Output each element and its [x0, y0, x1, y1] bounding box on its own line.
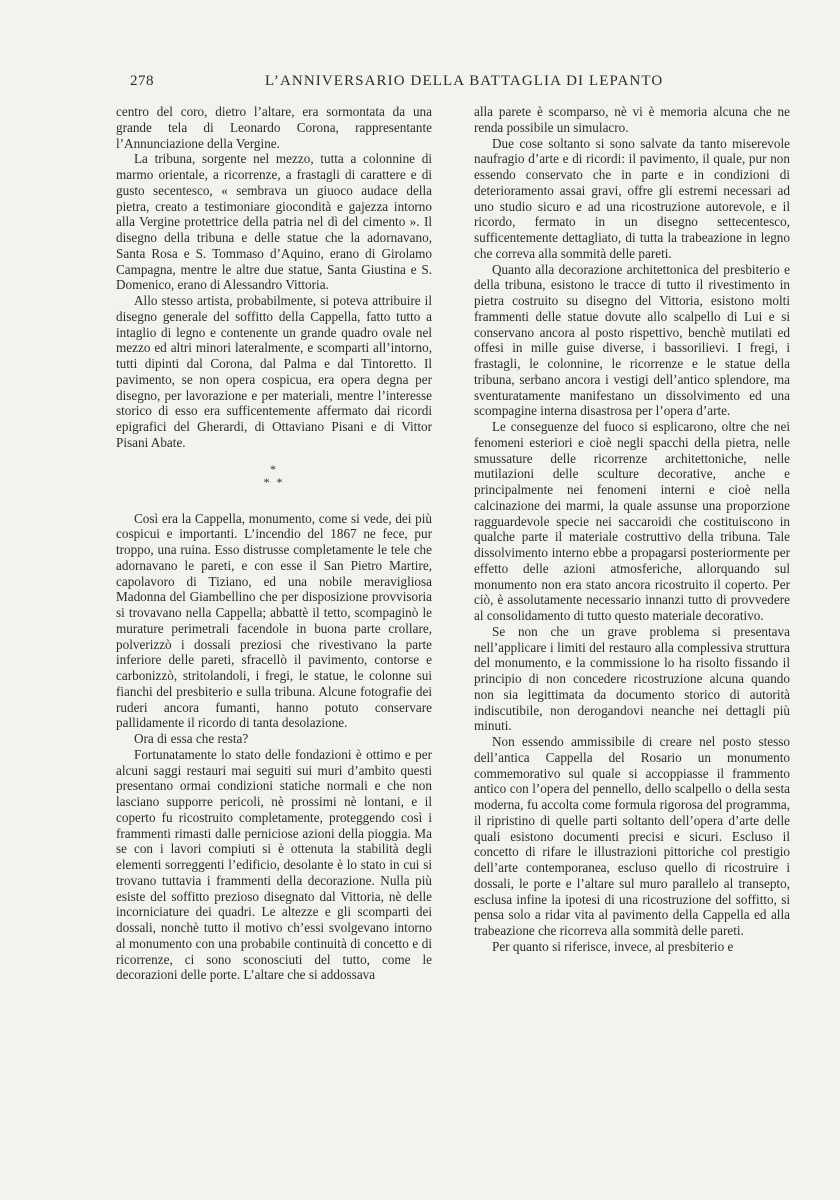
paragraph: La tribuna, sorgente nel mezzo, tutta a colonnine di marmo orientale, a ricorrenze, a frastagli di carattere e di gusto secentesco, « sembrava un giuoco audace della pietra, creato a testimoniare giocondità e gajezza intorno alla Vergine protettrice della patria nel dì del cimento ». Il disegno della tribuna e delle statue che la adornavano, Santa Rosa e S. Tommaso d’Aquino, erano di Girolamo Campagna, mentre le altre due statue, Santa Giustina e S. Domenico, erano di Alessandro Vittoria.: [116, 151, 432, 293]
paragraph: Fortunatamente lo stato delle fondazioni è ottimo e per alcuni saggi restauri mai seguiti sui muri d’ambito questi presentano ormai condizioni statiche normali e che non lasciano supporre pericoli, nè prossimi nè lontani, e il coperto fu ricostruito completamente, proteggendo così i frammenti rimasti dalle perniciose azioni della pioggia. Ma se con i lavori compiuti si è ottenuta la stabilità degli elementi sorreggenti l’edificio, desolante è lo stato in cui si trovano tuttavia i frammenti della decorazione. Nulla più esiste del soffitto prezioso disegnato dal Vittoria, nè delle incorniciature dei quadri. Le altezze e gli scomparti dei dossali, nonchè tutto il motivo ch’essi svolgevano intorno al monumento con una probabile continuità di concetto e di ricorrenze, ci sono sconosciuti del tutto, come le decorazioni delle porte. L’altare che si addossava: [116, 746, 432, 983]
separator-asterisks: * *: [263, 474, 285, 489]
running-title: L’ANNIVERSARIO DELLA BATTAGLIA DI LEPANTO: [265, 73, 664, 89]
paragraph: alla parete è scomparso, nè vi è memoria alcuna che ne renda possibile un simulacro.: [474, 104, 790, 135]
page-number: 278: [130, 73, 154, 89]
paragraph: centro del coro, dietro l’altare, era sormontata da una grande tela di Leonardo Corona, rappresentante l’Annunciazione della Vergine.: [116, 104, 432, 151]
page-header: [130, 73, 770, 93]
paragraph: Allo stesso artista, probabilmente, si poteva attribuire il disegno generale del soffitto della Cappella, fatto tutto a intaglio di legno e contenente un grande quadro ovale nel mezzo ed altri minori lateralmente, e scomparti all’intorno, tutti dipinti dal Corona, dal Palma e dal Tintoretto. Il pavimento, se non opera cospicua, era opera degna per disegno, per lavorazione e per materiali, mentre l’interesse storico di esso era sufficentemente affermato dai ricordi epigrafici del Gherardi, di Ottaviano Pisani e di Vittor Pisani Abate.: [116, 293, 432, 450]
paragraph: Le conseguenze del fuoco si esplicarono, oltre che nei fenomeni esteriori e cioè negli spacchi della pietra, nelle smussature delle ricorrenze architettoniche, nelle mutilazioni delle sculture decorative, anche e principalmente nei fenomeni interni e cioè nella calcinazione dei marmi, la quale assunse una proporzione ragguardevole specie nei saccaroidi che costituiscono in qualche parte il materiale costruttivo della tribuna. Tale dissolvimento interno ebbe a propagarsi posteriormente per effetto delle azioni atmosferiche, allorquando sul monumento non era stato ancora ricostruito il coperto. Per ciò, è assolutamente necessario innanzi tutto di provvedere al consolidamento di tutto questo materiale decorativo.: [474, 419, 790, 623]
paragraph: Quanto alla decorazione architettonica del presbiterio e della tribuna, esistono le tracce di tutto il rivestimento in pietra costruito su disegno del Vittoria, esistono molti frammenti delle statue dovute allo scalpello di Lui e si conservano ancora al posto rispettivo, benchè mutilati ed offesi in mille guise diverse, i bassorilievi. I fregi, i frastagli, le colonnine, le ricorrenze e le statue della tribuna, serbano ancora i vestigi dell’antico splendore, ma sventuratamente manifestano un dissolvimento ed una scompagine interna disastrosa per l’opera d’arte.: [474, 261, 790, 419]
paragraph: Ora di essa che resta?: [134, 731, 249, 746]
right-column: [474, 104, 790, 955]
paragraph: Due cose soltanto si sono salvate da tanto miserevole naufragio d’arte e di ricordi: il pavimento, il quale, pur non essendo conservato che in parte e in condizioni di deterioramento assai gravi, offre gli estremi necessari ad uno studio sicuro e ad una ricostruzione autorevole, e il ricordo, fermato in un disegno settecentesco, sufficentemente dettagliato, di tutta la trabeazione in legno che correva alla sommità delle pareti.: [474, 135, 790, 261]
section-separator: [116, 463, 432, 489]
left-column: [116, 104, 432, 983]
paragraph: Così era la Cappella, monumento, come si vede, dei più cospicui e importanti. L’incendio del 1867 ne fece, pur troppo, una ruina. Esso distrusse completamente le tele che adornavano le pareti, e con esse il San Pietro Martire, capolavoro di Tiziano, ed una nobile meravigliosa Madonna del Giambellino che per disposizione provvisoria si trovavano nella Cappella; abbattè il tetto, scompaginò le murature perimetrali facendole in buona parte crollare, polverizzò i dossali preziosi che rivestivano la parte inferiore delle pareti, sfracellò il pavimento, contorse e carbonizzò, stritolandoli, i fregi, le statue, le colonne sui fianchi del presbiterio e sulla tribuna. Alcune fotografie dei ruderi ancora fumanti, hanno potuto conservare pallidamente il ricordo di tanta desolazione.: [116, 510, 432, 731]
paragraph: Se non che un grave problema si presentava nell’applicare i limiti del restauro alla complessiva struttura del monumento, e la commissione lo ha risolto fissando il principio di non concedere ricostruzione alcuna quando non sia legittimata da documento storico di autorità indiscutibile, non derogandovi neanche nei dettagli più minuti.: [474, 623, 790, 734]
paragraph: Non essendo ammissibile di creare nel posto stesso dell’antica Cappella del Rosario un monumento commemorativo sul quale si accoppiasse il frammento antico con l’opera del pennello, dello scalpello o della sesta moderna, fu accolta come formula rigorosa del programma, il ripristino di quelle parti soltanto dell’opera d’arte delle quali esistono documenti precisi e sicuri. Escluso il concetto di rifare le illustrazioni pittoriche col prestigio dell’arte contemporanea, escluso quello di ricostruire i dossali, le porte e l’altare sul muro parallelo al transepto, esclusa infine la ipotesi di una ricostruzione del soffitto, si pensa solo a ridar vita al pavimento della Cappella ed alla trabeazione che ricorreva alla sommità delle pareti.: [474, 734, 790, 938]
paragraph: Per quanto si riferisce, invece, al presbiterio e: [492, 938, 734, 954]
separator-asterisk: *: [270, 461, 278, 476]
